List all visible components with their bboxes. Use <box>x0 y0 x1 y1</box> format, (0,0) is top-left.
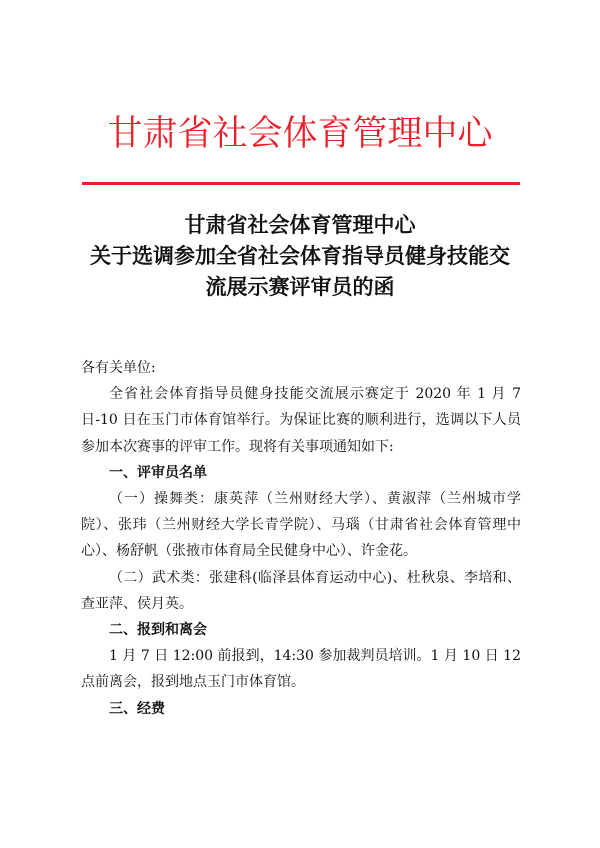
salutation: 各有关单位: <box>81 360 156 376</box>
section-1-heading: 一、评审员名单 <box>109 464 207 481</box>
letterhead-red-rule <box>82 182 520 185</box>
section-2-paragraph: 1 月 7 日 12:00 前报到，14:30 参加裁判员培训。1 月 10 日 12 点前离会，报到地点玉门市体育馆。 <box>81 648 521 691</box>
document-body <box>81 355 521 722</box>
section-2-heading: 二、报到和离会 <box>109 622 207 639</box>
letterhead-org-name: 甘肃省社会体育管理中心 <box>107 114 493 154</box>
title-line-3: 流展示赛评审员的函 <box>205 275 395 299</box>
title-line-1: 甘肃省社会体育管理中心 <box>184 213 416 237</box>
section-1-item-2: （二）武术类：张建科(临泽县体育运动中心)、杜秋泉、李培和、查亚萍、侯月英。 <box>81 569 521 612</box>
section-1-item-1: （一）操舞类：康英萍（兰州财经大学）、黄淑萍（兰州城市学院）、张玮（兰州财经大学长青学院）、马瑙（甘肃省社会体育管理中心）、杨舒帆（张掖市体育局全民健身中心）、许金花。 <box>81 491 521 560</box>
section-3-heading: 三、经费 <box>109 700 165 717</box>
document-title <box>60 210 540 303</box>
title-line-2: 关于选调参加全省社会体育指导员健身技能交 <box>90 244 510 268</box>
intro-paragraph: 全省社会体育指导员健身技能交流展示赛定于 2020 年 1 月 7 日-10 日在玉门市体育馆举行。为保证比赛的顺利进行，选调以下人员参加本次赛事的评审工作。现将有关事项通知如下: <box>81 386 521 455</box>
